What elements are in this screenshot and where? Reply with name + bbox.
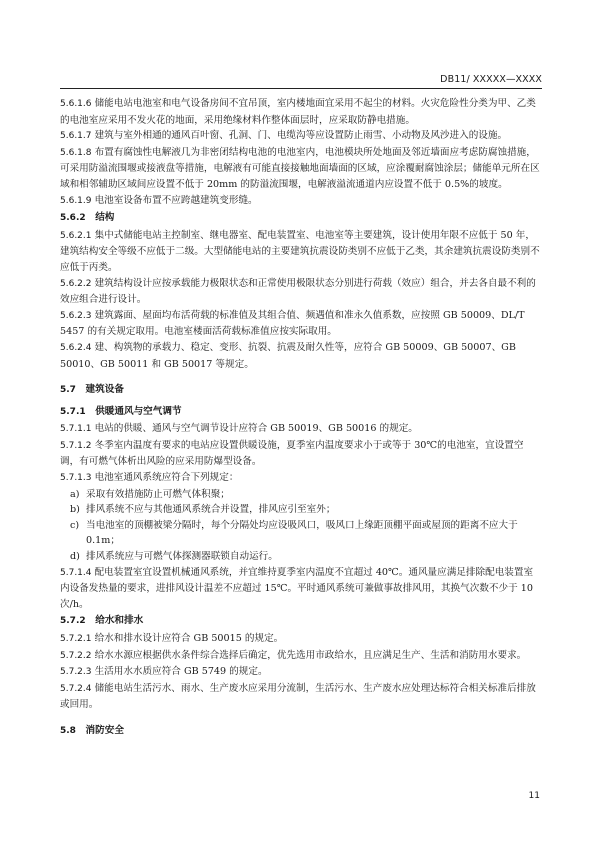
clause-text: 电池室通风系统应符合下列规定： [94,472,239,484]
clause [60,470,542,487]
clause [60,96,542,128]
heading-number: 5.6.2 [60,213,86,224]
list-item-text: 采取有效措施防止可燃气体积聚； [86,488,230,500]
clause-text: 建、构筑物的承载力、稳定、变形、抗裂、抗震及耐久性等，应符合 GB 50009、GB 50007、GB 50010、GB 50011 和 GB 50017 等规定。 [60,341,516,370]
list-item [60,487,542,503]
section-heading [60,210,542,227]
clause-text: 建筑露面、屋面均布活荷载的标准值及其组合值、频遇值和准永久值系数，应按照 GB 50009、DL/T 5457 的有关规定取用。电池室楼面活荷载标准值应按实际取用。 [60,309,525,338]
clause-number: 5.6.2.3 [60,310,92,321]
clause-number: 5.6.1.7 [60,131,92,142]
list-item-text: 排风系统不应与其他通风系统合并设置，排风应引至室外； [86,504,336,516]
clause [60,681,542,713]
heading-text: 建筑设备 [85,384,124,396]
clause-text: 配电装置室宜设置机械通风系统，并宜维持夏季室内温度不宜超过 40℃。通风量应满足排除配电装置室内设备发热量的要求，进排风设计温差不应超过 15℃。平时通风系统可兼做事故排风用，其换气次数不少于 10 次/h。 [60,566,534,610]
clause-text: 给水水源应根据供水条件综合选择后确定，优先选用市政给水，且应满足生产、生活和消防用水要求。 [94,649,527,661]
clause-number: 5.7.1.2 [60,440,92,451]
clause-number: 5.6.2.4 [60,342,92,353]
clause-number: 5.6.1.6 [60,99,92,109]
list-item [60,518,542,549]
clause [60,631,542,648]
section-heading [60,382,542,399]
clause-text: 建筑结构设计应按承载能力极限状态和正常使用极限状态分别进行荷载（效应）组合，并去各自最不利的效应组合进行设计。 [60,277,536,306]
section-heading [60,723,542,740]
clause-text: 集中式储能电站主控制室、继电器室、配电装置室、电池室等主要建筑，设计使用年限不应低于 50 年，建筑结构安全等级不应低于二级。大型储能电站的主要建筑抗震设防类别不应低于乙类，其余建筑抗震设防类别不应低于丙类。 [60,229,540,273]
clause-text: 冬季室内温度有要求的电站应设置供暖设施，夏季室内温度要求小于或等于 30℃的电池室，宜设置空调，有可燃气体析出风险的应采用防爆型设备。 [60,439,524,468]
clause [60,228,542,276]
document-body [60,96,542,741]
clause-number: 5.7.1.4 [60,567,92,578]
clause [60,145,542,193]
list-item [60,549,542,565]
clause [60,438,542,470]
list-marker: c) [70,519,80,531]
section-heading [60,613,542,630]
clause-text: 电池室设备布置不应跨越建筑变形缝。 [94,194,258,206]
clause-number: 5.6.2.2 [60,278,92,289]
heading-text: 给水和排水 [95,615,144,627]
clause-text: 生活用水水质应符合 GB 5749 的规定。 [94,666,268,678]
clause-text: 布置有腐蚀性电解液几为非密闭结构电池的电池室内，电池模块所处地面及邻近墙面应考虑防腐蚀措施，可采用防溢流围堰或接液盘等措施，电解液有可能直接接触地面墙面的区域，应涂覆耐腐蚀涂层；储能单元所在区域和相邻辅助区域间应设置不低于 20mm 的防溢流围堰，电解液溢流通道内应设置不低于 0.5%的坡度。 [60,146,540,190]
list-item-text: 排风系统应与可燃气体探测器联锁自动运行。 [86,551,278,563]
clause-number: 5.7.2.4 [60,683,92,694]
heading-text: 结构 [95,212,115,224]
clause [60,664,542,681]
clause-text: 建筑与室外相通的通风百叶窗、孔洞、门、电缆沟等应设置防止雨雪、小动物及风沙进入的设施。 [94,130,508,142]
clause [60,421,542,438]
header-rule [60,88,542,89]
clause-number: 5.7.1.3 [60,473,92,484]
list-marker: a) [70,488,80,500]
page-number: 11 [528,791,540,801]
clause [60,648,542,665]
heading-number: 5.7 [60,385,76,396]
list-item [60,502,542,518]
list-item-text: 当电池室的顶棚被梁分隔时，每个分隔处均应设吸风口，吸风口上缘距顶棚平面或屋顶的距离不应大于 0.1m； [86,519,518,547]
clause [60,565,542,613]
clause [60,128,542,145]
clause-number: 5.7.2.2 [60,650,92,661]
clause-number: 5.7.2.1 [60,634,92,644]
list-marker: b) [70,504,80,516]
list-marker: d) [70,551,80,563]
clause-number: 5.6.1.8 [60,147,92,158]
clause [60,276,542,308]
clause-text: 给水和排水设计应符合 GB 50015 的规定。 [94,633,284,644]
heading-number: 5.7.1 [60,406,86,417]
section-heading [60,404,542,421]
heading-number: 5.7.2 [60,616,86,627]
document-code: DB11/ XXXXX—XXXX [440,74,542,85]
clause-number: 5.7.2.3 [60,667,92,678]
heading-text: 供暖通风与空气调节 [95,405,182,417]
heading-number: 5.8 [60,725,76,736]
clause-text: 储能电站生活污水、雨水、生产废水应采用分流制，生活污水、生产废水应处理达标符合相关标准后排放或回用。 [60,682,536,711]
clause-text: 储能电站电池室和电气设备房间不宜吊顶，室内楼地面宜采用不起尘的材料。火灾危险性分类为甲、乙类的电池室应采用不发火花的地面，采用绝缘材料作整体面层时，应采取防静电措施。 [60,98,536,126]
clause [60,308,542,340]
heading-text: 消防安全 [85,724,124,736]
clause-number: 5.6.2.1 [60,230,92,241]
clause-number: 5.6.1.9 [60,195,92,206]
clause-text: 电站的供暖、通风与空气调节设计应符合 GB 50019、GB 50016 的规定。 [94,423,418,435]
clause [60,193,542,210]
clause-number: 5.7.1.1 [60,424,92,435]
clause [60,340,542,372]
